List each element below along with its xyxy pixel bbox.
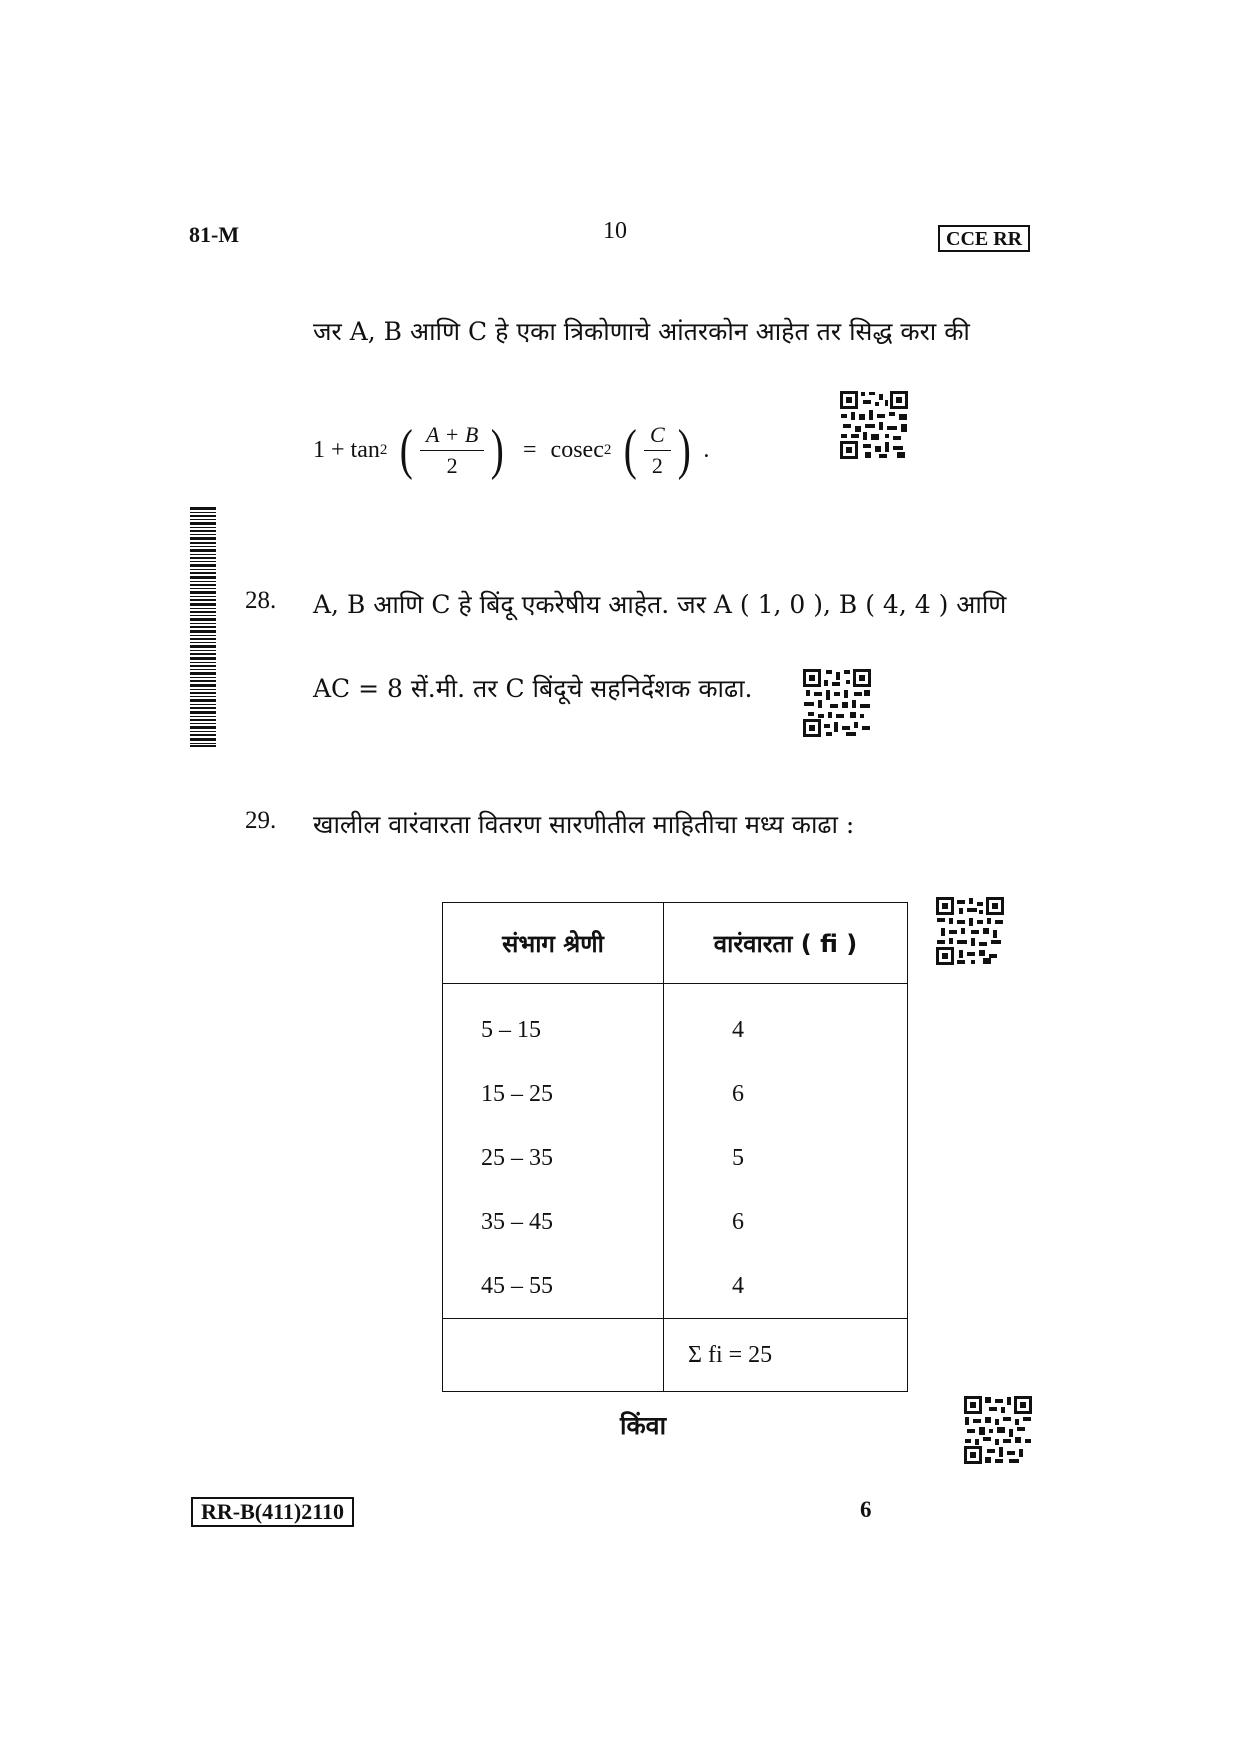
formula-end: . [703,436,710,463]
fraction-left [420,422,484,479]
q27-formula [313,410,709,490]
table-cell: 4 [732,1017,744,1043]
frequency-table [442,902,908,1392]
table-cell: 35 – 45 [481,1209,553,1235]
paper-code: 81-M [189,222,240,247]
table-sum-row [443,1319,908,1392]
formula-exp-right: 2 [603,441,612,458]
col-header-frequency: वारंवारता ( fi ) [664,903,908,984]
fraction-right-den: 2 [651,452,663,478]
q29-number: 29. [245,807,277,834]
fraction-right [644,422,671,479]
sheet-number: 6 [860,1497,872,1522]
formula-prefix: 1 + tan [313,436,380,463]
table-cell: 15 – 25 [481,1081,553,1107]
q28-line2: AC = 8 सें.मी. तर C बिंदूचे सहनिर्देशक काढा. [313,674,753,703]
col-header-class-interval: संभाग श्रेणी [443,903,664,984]
table-cell: 6 [732,1081,744,1107]
table-cell: 5 – 15 [481,1017,541,1043]
fraction-right-num: C [644,422,671,451]
table-cell: 4 [732,1273,744,1299]
q28-number: 28. [245,587,277,614]
barcode-icon [190,507,216,747]
table-cell: 6 [732,1209,744,1235]
formula-equals: = [523,436,537,463]
frequency-sum: Σ fi = 25 [664,1319,908,1392]
frequency-column [664,984,908,1319]
qr-code-icon [963,1395,1033,1465]
table-cell: 45 – 55 [481,1273,553,1299]
series-badge: CCE RR [938,225,1030,252]
table-cell-empty [443,1319,664,1392]
fraction-left-num: A + B [420,422,484,451]
class-interval-column [443,984,664,1319]
paren-close: ) [491,419,505,481]
footer-code: RR-B(411)2110 [191,1497,354,1527]
paren-open-2: ( [624,419,638,481]
fraction-left-den: 2 [446,452,458,478]
table-header-row [443,903,908,984]
or-label: किंवा [620,1411,667,1440]
table-body-row [443,984,908,1319]
qr-code-icon [935,896,1005,966]
q28-line1: A, B आणि C हे बिंदू एकरेषीय आहेत. जर A ( 1, 0 ), B ( 4, 4 ) आणि [313,590,1007,619]
q29-line1: खालील वारंवारता वितरण सारणीतील माहितीचा मध्य काढा : [313,810,855,839]
table-cell: 5 [732,1145,744,1171]
paren-close-2: ) [677,419,691,481]
formula-cosec: cosec [550,436,604,463]
q27-text: जर A, B आणि C हे एका त्रिकोणाचे आंतरकोन आहेत तर सिद्ध करा की [313,317,970,346]
formula-exp-left: 2 [379,441,388,458]
page-number: 10 [603,218,627,244]
qr-code-icon [839,390,909,460]
qr-code-icon [802,668,872,738]
table-cell: 25 – 35 [481,1145,553,1171]
paren-open: ( [400,419,414,481]
